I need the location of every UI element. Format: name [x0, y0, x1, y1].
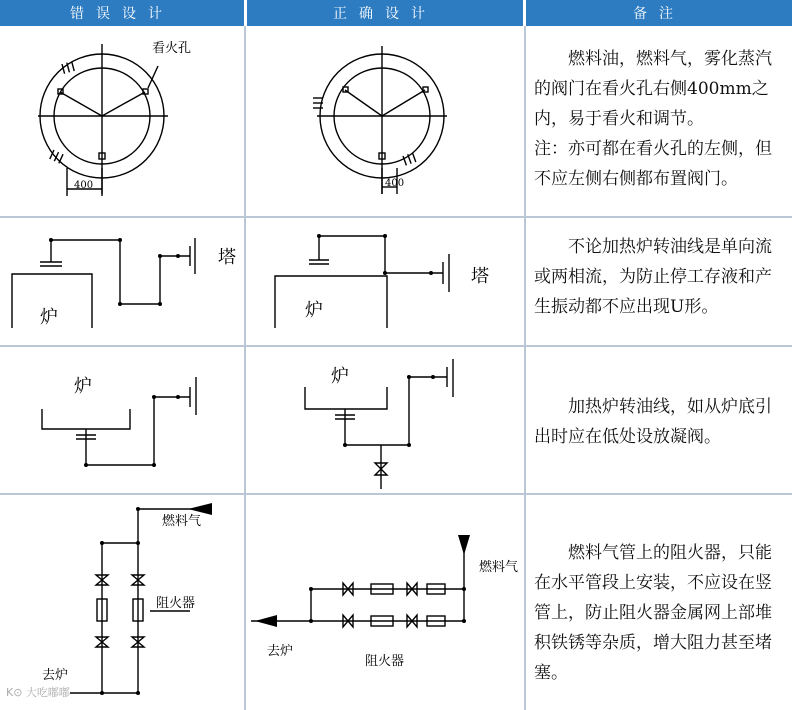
column-divider [244, 26, 246, 710]
diagram-correct-arrester-horizontal [247, 495, 523, 710]
column-divider [524, 26, 526, 710]
header-correct-design: 正确设计 [247, 0, 523, 26]
label-flame-arrester: 阻火器 [156, 596, 196, 611]
header-notes: 备注 [526, 0, 792, 26]
note-text: 燃料油，燃料气，雾化蒸汽的阀门在看火孔右侧400mm之内，易于看火和调节。 [534, 49, 772, 129]
diagram-wrong-arrester-vertical [0, 495, 244, 710]
label-flame-arrester: 阻火器 [365, 654, 405, 669]
label-furnace: 炉 [74, 376, 92, 397]
note-text: 加热炉转油线，如从炉底引出时应在低处设放凝阀。 [534, 397, 772, 447]
label-tower: 塔 [218, 247, 236, 268]
note-row-2 [534, 232, 786, 322]
label-dimension: 400 [74, 180, 94, 191]
note-subtext: 注：亦可都在看火孔的左侧，但不应左侧右侧都布置阀门。 [534, 139, 772, 189]
label-to-furnace: 去炉 [42, 668, 69, 683]
diagram-correct-drain-valve [247, 347, 523, 493]
watermark: K⊙ 大吃嘟嘟 [6, 686, 70, 699]
diagram-wrong-valve-position [0, 26, 244, 216]
label-furnace: 炉 [305, 300, 323, 321]
label-dimension: 400 [385, 178, 405, 189]
label-fuel-gas: 燃料气 [162, 514, 202, 529]
diagram-wrong-u-shape [0, 218, 244, 345]
diagram-wrong-bottom-outlet [0, 347, 244, 493]
diagram-correct-valve-position [247, 26, 523, 216]
diagram-correct-no-u-shape [247, 218, 523, 345]
header-wrong-design: 错误设计 [0, 0, 244, 26]
label-to-furnace: 去炉 [267, 644, 294, 659]
note-text: 燃料气管上的阻火器，只能在水平管段上安装，不应设在竖管上，防止阻火器金属网上部堆积铁锈等杂质，增大阻力甚至堵塞。 [534, 543, 772, 683]
label-tower: 塔 [471, 266, 489, 287]
note-row-1 [534, 44, 786, 194]
note-text: 不论加热炉转油线是单向流或两相流，为防止停工存液和产生振动都不应出现U形。 [534, 237, 772, 317]
note-row-4 [534, 538, 786, 688]
label-furnace: 炉 [40, 307, 58, 328]
label-fuel-gas: 燃料气 [479, 560, 519, 575]
label-furnace: 炉 [331, 366, 349, 387]
note-row-3 [534, 392, 786, 452]
label-sight-hole: 看火孔 [152, 41, 192, 56]
